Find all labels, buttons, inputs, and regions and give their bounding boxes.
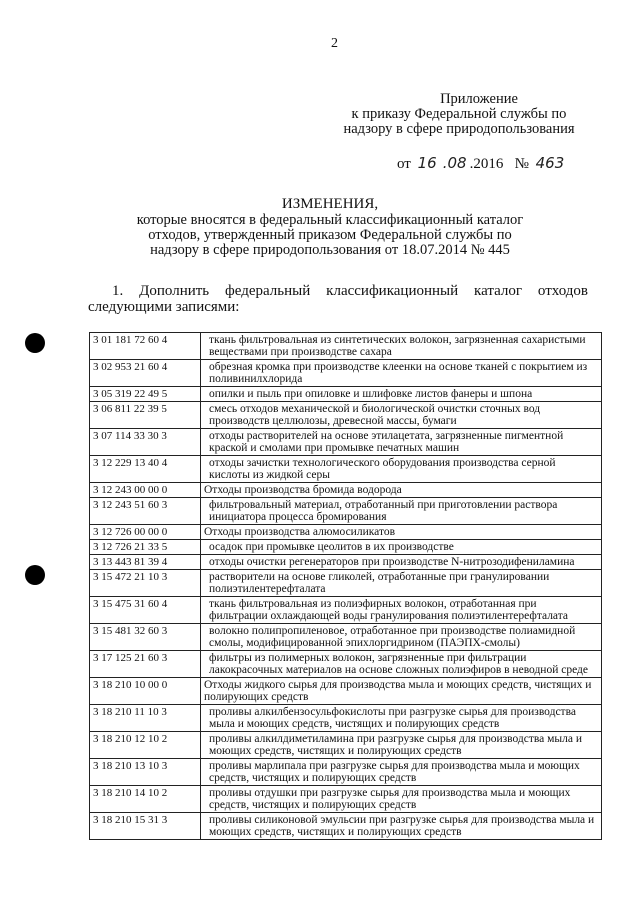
catalog-item-row xyxy=(90,624,602,651)
waste-code-cell: 3 12 726 21 33 5 xyxy=(90,540,201,555)
waste-name-cell: проливы марлипала при разгрузке сырья для производства мыла и моющих средств, чистящих и полирующих средств xyxy=(201,759,602,786)
catalog-item-row xyxy=(90,786,602,813)
catalog-group-row xyxy=(90,483,602,498)
waste-name-cell: проливы силиконовой эмульсии при разгрузке сырья для производства мыла и моющих средств, чистящих и полирующих средств xyxy=(201,813,602,840)
catalog-item-row xyxy=(90,555,602,570)
catalog-item-row xyxy=(90,597,602,624)
catalog-item-row xyxy=(90,429,602,456)
waste-code-cell: 3 02 953 21 60 4 xyxy=(90,360,201,387)
order-year: .2016 xyxy=(469,156,504,172)
intro-line: 1. Дополнить федеральный классификационный каталог отходов xyxy=(112,283,588,299)
waste-name-cell: опилки и пыль при опиловке и шлифовке листов фанеры и шпона xyxy=(201,387,602,402)
waste-code-cell: 3 18 210 12 10 2 xyxy=(90,732,201,759)
waste-name-cell: смесь отходов механической и биологической очистки сточных вод производств целлюлозы, древесной массы, бумаги xyxy=(201,402,602,429)
waste-name-cell: проливы отдушки при разгрузке сырья для производства мыла и моющих средств, чистящих и полирующих средств xyxy=(201,786,602,813)
waste-name-cell: растворители на основе гликолей, отработанные при гранулировании полиэтилентерефталата xyxy=(201,570,602,597)
waste-code-cell: 3 15 481 32 60 3 xyxy=(90,624,201,651)
waste-name-cell: обрезная кромка при производстве клеенки на основе тканей с покрытием из поливинилхлорида xyxy=(201,360,602,387)
catalog-group-row xyxy=(90,525,602,540)
waste-name-cell: волокно полипропиленовое, отработанное при производстве полиамидной смолы, модифицированной эпихлоргидрином (ПАЭПХ-смолы) xyxy=(201,624,602,651)
punch-hole-mark xyxy=(25,333,45,353)
subtitle-line: которые вносятся в федеральный классификационный каталог xyxy=(136,212,524,228)
order-month-handwritten: .08 xyxy=(442,154,467,172)
waste-code-cell: 3 18 210 13 10 3 xyxy=(90,759,201,786)
waste-code-cell: 3 12 726 00 00 0 xyxy=(90,525,201,540)
document-heading: ИЗМЕНЕНИЯ, xyxy=(281,196,379,212)
waste-name-cell: отходы очистки регенераторов при производстве N-нитрозодифениламина xyxy=(201,555,602,570)
waste-code-cell: 3 18 210 10 00 0 xyxy=(90,678,201,705)
catalog-item-row xyxy=(90,498,602,525)
waste-code-cell: 3 05 319 22 49 5 xyxy=(90,387,201,402)
order-number-label: № xyxy=(514,156,529,172)
catalog-item-row xyxy=(90,456,602,483)
order-date-number xyxy=(397,154,567,173)
waste-code-cell: 3 12 229 13 40 4 xyxy=(90,456,201,483)
waste-name-cell: ткань фильтровальная из полиэфирных волокон, отработанная при фильтрации охлаждающей воды гранулирования полиэтилентерефталата xyxy=(201,597,602,624)
waste-code-cell: 3 17 125 21 60 3 xyxy=(90,651,201,678)
waste-code-cell: 3 12 243 00 00 0 xyxy=(90,483,201,498)
waste-name-cell: проливы алкилбензосульфокислоты при разгрузке сырья для производства мыла и моющих средств, чистящих и полирующих средств xyxy=(201,705,602,732)
appendix-line: к приказу Федеральной службы по xyxy=(351,106,567,122)
appendix-line: надзору в сфере природопользования xyxy=(343,121,575,137)
waste-name-cell: Отходы жидкого сырья для производства мыла и моющих средств, чистящих и полирующих средств xyxy=(201,678,602,705)
waste-name-cell: осадок при промывке цеолитов в их производстве xyxy=(201,540,602,555)
catalog-item-row xyxy=(90,813,602,840)
waste-name-cell: фильтровальный материал, отработанный при приготовлении раствора инициатора процесса бромирования xyxy=(201,498,602,525)
waste-code-cell: 3 15 475 31 60 4 xyxy=(90,597,201,624)
waste-code-cell: 3 18 210 14 10 2 xyxy=(90,786,201,813)
waste-code-cell: 3 07 114 33 30 3 xyxy=(90,429,201,456)
waste-code-cell: 3 18 210 11 10 3 xyxy=(90,705,201,732)
waste-code-cell: 3 13 443 81 39 4 xyxy=(90,555,201,570)
waste-name-cell: отходы зачистки технологического оборудования производства серной кислоты из жидкой серы xyxy=(201,456,602,483)
catalog-item-row xyxy=(90,333,602,360)
appendix-block xyxy=(330,92,588,137)
waste-catalog-table xyxy=(89,332,602,840)
waste-name-cell: проливы алкилдиметиламина при разгрузке сырья для производства мыла и моющих средств, чистящих и полирующих средств xyxy=(201,732,602,759)
catalog-item-row xyxy=(90,402,602,429)
order-number-handwritten: 463 xyxy=(535,154,565,172)
intro-paragraph xyxy=(88,283,588,315)
waste-code-cell: 3 15 472 21 10 3 xyxy=(90,570,201,597)
waste-name-cell: отходы растворителей на основе этилацетата, загрязненные пигментной краской и смолами при промывке печатных машин xyxy=(201,429,602,456)
waste-code-cell: 3 06 811 22 39 5 xyxy=(90,402,201,429)
catalog-item-row xyxy=(90,651,602,678)
order-day-handwritten: 16 xyxy=(417,154,437,172)
page-number: 2 xyxy=(331,36,338,51)
subtitle-line: отходов, утвержденный приказом Федеральной службы по xyxy=(148,227,512,243)
waste-name-cell: фильтры из полимерных волокон, загрязненные при фильтрации лакокрасочных материалов на основе сложных полиэфиров в неводной среде xyxy=(201,651,602,678)
catalog-item-row xyxy=(90,732,602,759)
document-subtitle xyxy=(110,213,550,258)
catalog-item-row xyxy=(90,759,602,786)
subtitle-line: надзору в сфере природопользования от 18.07.2014 № 445 xyxy=(150,242,510,258)
catalog-item-row xyxy=(90,387,602,402)
intro-line: следующими записями: xyxy=(88,299,240,315)
catalog-item-row xyxy=(90,540,602,555)
catalog-item-row xyxy=(90,570,602,597)
waste-name-cell: Отходы производства бромида водорода xyxy=(201,483,602,498)
waste-code-cell: 3 01 181 72 60 4 xyxy=(90,333,201,360)
waste-name-cell: Отходы производства алюмосиликатов xyxy=(201,525,602,540)
punch-hole-mark xyxy=(25,565,45,585)
order-from-label: от xyxy=(397,156,411,172)
appendix-title: Приложение xyxy=(440,91,518,107)
catalog-item-row xyxy=(90,360,602,387)
waste-name-cell: ткань фильтровальная из синтетических волокон, загрязненная сахаристыми веществами при производстве сахара xyxy=(201,333,602,360)
catalog-group-row xyxy=(90,678,602,705)
waste-code-cell: 3 12 243 51 60 3 xyxy=(90,498,201,525)
waste-code-cell: 3 18 210 15 31 3 xyxy=(90,813,201,840)
catalog-item-row xyxy=(90,705,602,732)
